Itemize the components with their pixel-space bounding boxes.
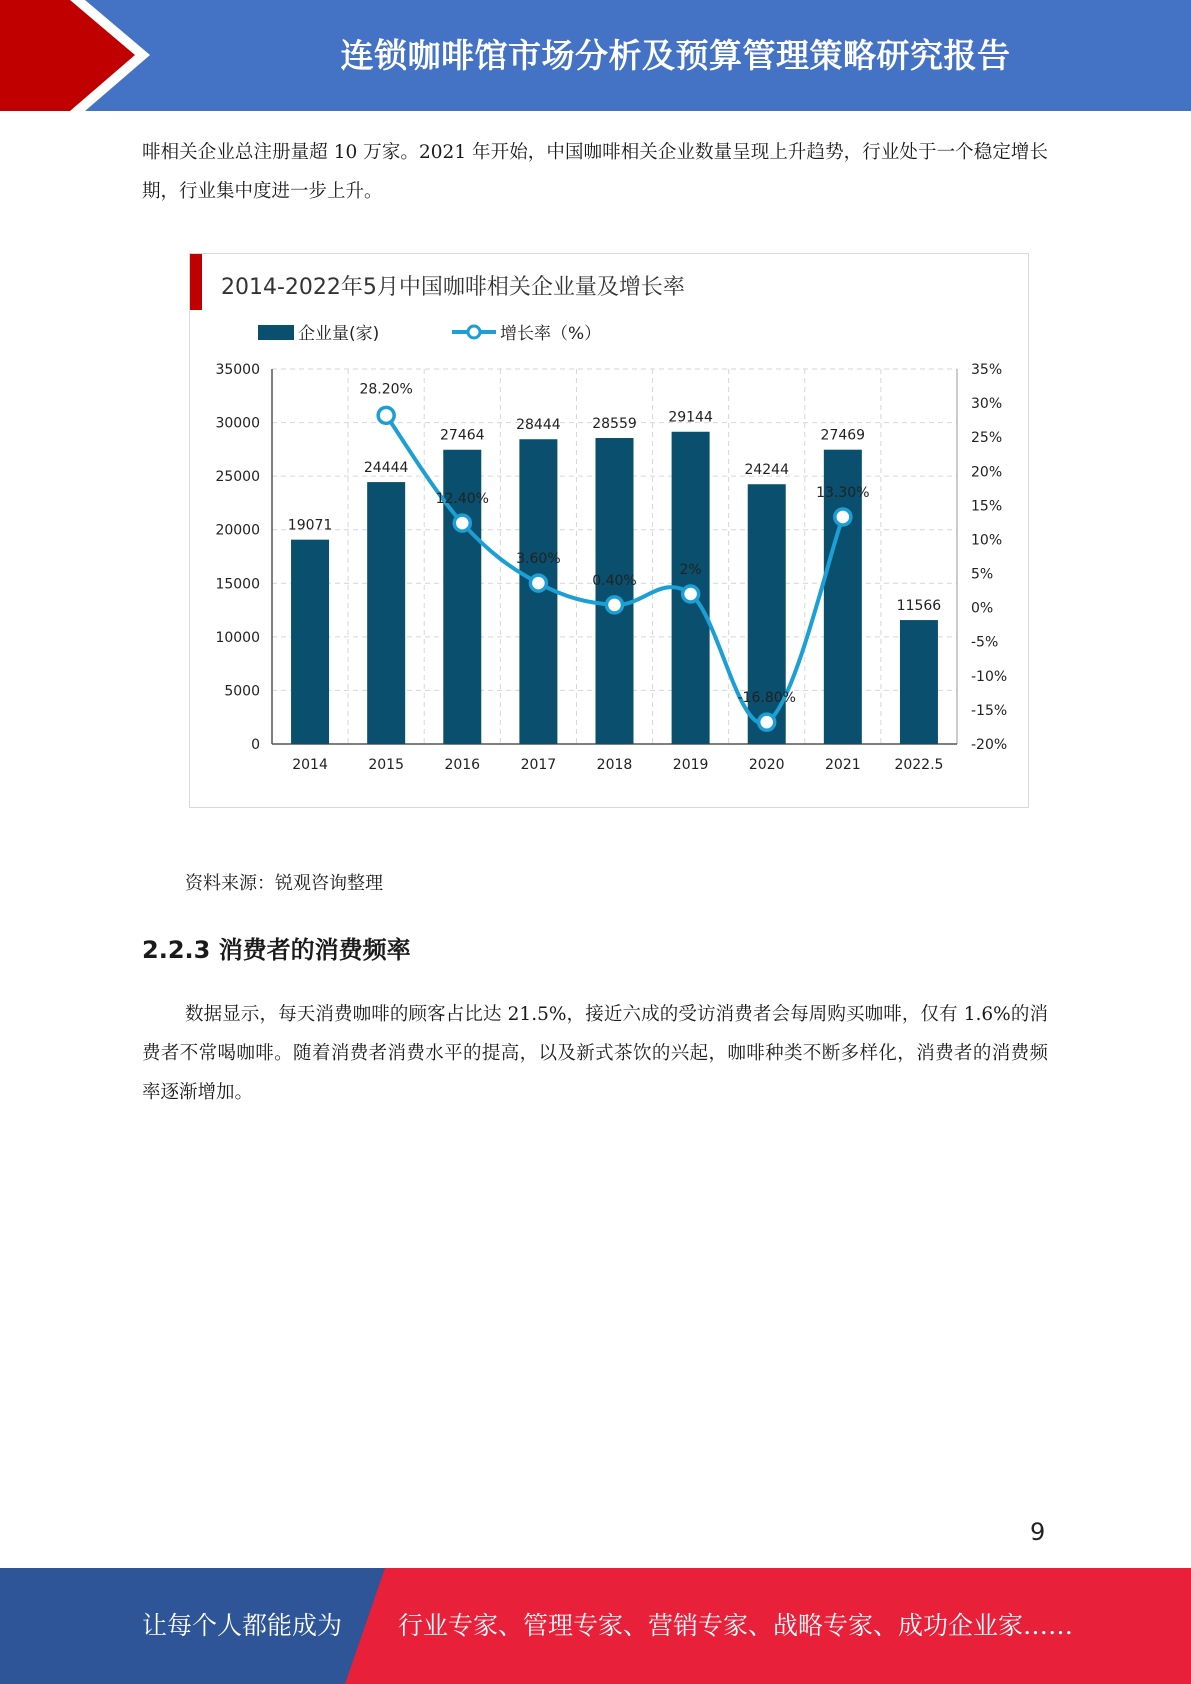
y2-axis-tick-label: 5%	[971, 566, 994, 583]
y-axis-tick-label: 0	[251, 737, 260, 753]
bar	[367, 482, 405, 744]
y2-axis-tick-label: -5%	[971, 634, 999, 651]
y-axis-tick-label: 30000	[215, 415, 260, 432]
y2-axis-tick-label: -15%	[971, 702, 1008, 719]
growth-rate-point	[759, 714, 775, 730]
x-axis-tick-label: 2014	[292, 757, 328, 773]
chart-container	[189, 253, 1029, 808]
growth-rate-point	[683, 586, 699, 602]
body-paragraph-1: 啡相关企业总注册量超 10 万家。2021 年开始，中国咖啡相关企业数量呈现上升趋势，行业处于一个稳定增长期，行业集中度进一步上升。	[142, 142, 1048, 202]
growth-rate-data-label: 2%	[679, 562, 702, 578]
x-axis-tick-label: 2019	[672, 757, 709, 773]
growth-rate-point	[835, 509, 851, 525]
bar-data-label: 27464	[440, 427, 485, 444]
bar-data-label: 29144	[668, 409, 713, 426]
y-axis-tick-label: 35000	[215, 362, 260, 378]
y-axis-tick-label: 20000	[215, 522, 260, 539]
x-axis-tick-label: 2017	[520, 757, 557, 773]
x-axis-tick-label: 2020	[748, 757, 785, 773]
bar-data-label: 11566	[896, 598, 942, 615]
x-axis-tick-label: 2022.5	[894, 757, 944, 773]
page-footer	[0, 1568, 1191, 1684]
page-header	[0, 0, 1191, 111]
bar	[596, 438, 634, 744]
y-axis-tick-label: 5000	[224, 683, 260, 700]
bar-data-label: 24244	[744, 462, 789, 479]
footer-slogan-left: 让每个人都能成为	[142, 1611, 343, 1640]
y2-axis-tick-label: 20%	[971, 464, 1003, 481]
bar-data-label: 28559	[592, 416, 637, 433]
y-axis-tick-label: 10000	[215, 629, 260, 646]
legend-line-marker	[468, 326, 480, 338]
footer-slogan-right: 行业专家、管理专家、营销专家、战略专家、成功企业家……	[398, 1611, 1074, 1640]
bar	[291, 540, 329, 744]
growth-rate-data-label: 12.40%	[435, 491, 489, 508]
enterprise-chart	[190, 254, 1028, 807]
y2-axis-tick-label: 0%	[971, 600, 994, 617]
bar-data-label: 28444	[516, 417, 561, 434]
x-axis-tick-label: 2021	[825, 757, 861, 773]
growth-rate-data-label: 13.30%	[816, 484, 870, 501]
bar-data-label: 24444	[363, 460, 409, 477]
chart-title-accent	[190, 254, 202, 310]
legend-line-label: 增长率（%）	[500, 324, 602, 344]
growth-rate-point	[378, 407, 394, 423]
y2-axis-tick-label: -10%	[971, 668, 1008, 685]
y2-axis-tick-label: 10%	[971, 532, 1003, 549]
bar-data-label: 27469	[820, 427, 866, 444]
x-axis-tick-label: 2015	[368, 757, 404, 773]
growth-rate-data-label: 3.60%	[516, 551, 561, 568]
growth-rate-point	[530, 575, 546, 591]
header-title: 连锁咖啡馆市场分析及预算管理策略研究报告	[340, 36, 1011, 75]
y-axis-tick-label: 15000	[215, 576, 260, 593]
y-axis-tick-label: 25000	[215, 469, 260, 486]
source-note: 资料来源：锐观咨询整理	[185, 873, 383, 894]
legend-bar-swatch	[258, 325, 294, 340]
legend-bar-label: 企业量(家)	[298, 324, 380, 344]
y2-axis-tick-label: 15%	[971, 498, 1003, 515]
chart-title: 2014-2022年5月中国咖啡相关企业量及增长率	[221, 275, 685, 300]
growth-rate-data-label: -16.80%	[737, 690, 796, 707]
growth-rate-point	[607, 597, 623, 613]
bar-data-label: 19071	[287, 517, 333, 534]
growth-rate-point	[454, 515, 470, 531]
growth-rate-data-label: 28.20%	[359, 381, 413, 398]
y2-axis-tick-label: -20%	[971, 737, 1008, 753]
y2-axis-tick-label: 35%	[971, 362, 1003, 378]
x-axis-tick-label: 2016	[444, 757, 481, 773]
header-arrow-decoration	[0, 0, 160, 111]
y2-axis-tick-label: 30%	[971, 396, 1003, 413]
bar	[900, 620, 938, 744]
body-paragraph-2: 数据显示，每天消费咖啡的顾客占比达 21.5%，接近六成的受访消费者会每周购买咖啡，仅有 1.6%的消费者不常喝咖啡。随着消费者消费水平的提高，以及新式茶饮的兴起，咖啡种类不断多样化，消费者的消费频率逐渐增加。	[142, 1004, 1048, 1103]
section-heading: 2.2.3 消费者的消费频率	[142, 936, 411, 964]
y2-axis-tick-label: 25%	[971, 430, 1003, 447]
page-number: 9	[1030, 1518, 1046, 1546]
x-axis-tick-label: 2018	[596, 757, 633, 773]
growth-rate-data-label: 0.40%	[592, 572, 637, 589]
